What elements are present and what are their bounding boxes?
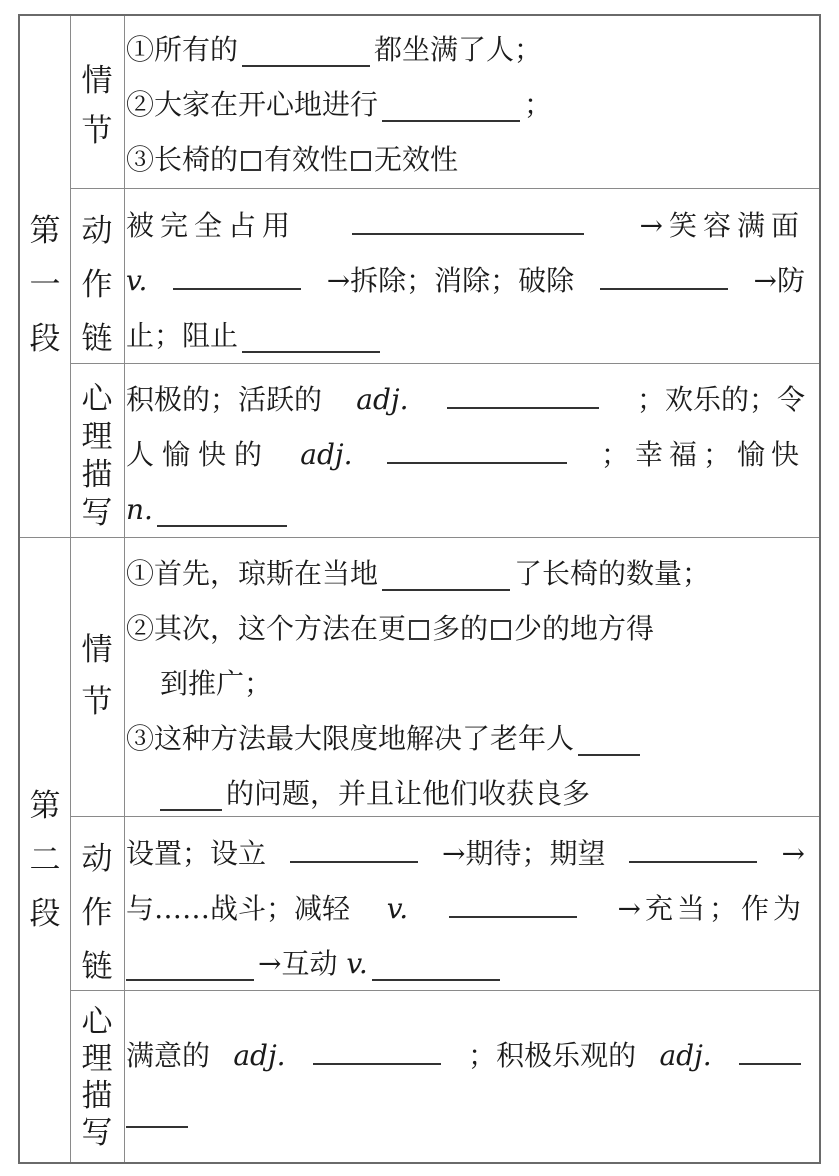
psych-line-3: n. bbox=[126, 482, 805, 537]
answer-blank[interactable] bbox=[126, 1126, 188, 1128]
plot-line-2: ②其次，这个方法在更 多的 少的地方得 bbox=[126, 612, 655, 645]
psych-line-1: 积极的；活跃的 adj. ；欢乐的；令 bbox=[126, 383, 805, 416]
psychology-content bbox=[126, 372, 805, 537]
action-line-2: v. →拆除；消除；破除 →防 bbox=[126, 264, 805, 297]
plot-line-3: ③长椅的 有效性 无效性 bbox=[126, 143, 459, 176]
checkbox[interactable] bbox=[351, 151, 371, 171]
answer-blank[interactable] bbox=[447, 407, 599, 409]
checkbox[interactable] bbox=[409, 620, 429, 640]
action-chain-content bbox=[126, 198, 805, 363]
psychology-content bbox=[126, 1028, 805, 1138]
plot-label: 情 节 bbox=[81, 632, 113, 720]
row-divider bbox=[70, 188, 819, 189]
answer-blank[interactable] bbox=[126, 979, 254, 981]
plot-content bbox=[126, 22, 805, 187]
section-1-label: 第 一 段 bbox=[29, 213, 61, 357]
answer-blank[interactable] bbox=[352, 233, 584, 235]
answer-blank[interactable] bbox=[739, 1063, 801, 1065]
answer-blank[interactable] bbox=[449, 916, 577, 918]
checkbox[interactable] bbox=[491, 620, 511, 640]
psychology-label: 心 理 描 写 bbox=[81, 1004, 113, 1151]
worksheet-table bbox=[18, 14, 821, 1164]
answer-blank[interactable] bbox=[578, 754, 640, 756]
answer-blank[interactable] bbox=[173, 288, 301, 290]
psych-line-1: 满意的 adj. ；积极乐观的 adj. bbox=[126, 1028, 805, 1083]
action-chain-content bbox=[126, 826, 805, 991]
plot-line-3: 到推广； bbox=[160, 667, 273, 700]
answer-blank[interactable] bbox=[372, 979, 500, 981]
answer-blank[interactable] bbox=[313, 1063, 441, 1065]
action-line-3: →互动 v. bbox=[126, 936, 805, 991]
answer-blank[interactable] bbox=[387, 462, 567, 464]
action-line-2: 与……战斗；减轻 v. →充当；作为 bbox=[126, 892, 805, 925]
action-line-1: 被完全占用 →笑容满面 bbox=[126, 209, 805, 242]
answer-blank[interactable] bbox=[290, 861, 418, 863]
answer-blank[interactable] bbox=[160, 809, 222, 811]
plot-line-2: ②大家在开心地进行 ； bbox=[126, 88, 553, 121]
checkbox[interactable] bbox=[241, 151, 261, 171]
answer-blank[interactable] bbox=[382, 589, 510, 591]
psychology-label: 心 理 描 写 bbox=[81, 381, 113, 531]
plot-line-5: 的问题，并且让他们收获良多 bbox=[126, 766, 805, 821]
answer-blank[interactable] bbox=[629, 861, 757, 863]
plot-line-1: ①首先，琼斯在当地 了长椅的数量； bbox=[126, 557, 711, 590]
plot-content bbox=[126, 546, 805, 821]
row-divider bbox=[70, 363, 819, 364]
action-line-1: 设置；设立 →期待；期望 → bbox=[126, 837, 805, 870]
section-2-label: 第 二 段 bbox=[29, 788, 61, 932]
answer-blank[interactable] bbox=[600, 288, 728, 290]
plot-label: 情 节 bbox=[81, 63, 113, 149]
action-line-3: 止；阻止 bbox=[126, 308, 805, 363]
action-chain-label: 动 作 链 bbox=[81, 213, 113, 357]
plot-line-4: ③这种方法最大限度地解决了老年人 bbox=[126, 711, 805, 766]
action-chain-label: 动 作 链 bbox=[81, 841, 113, 985]
answer-blank[interactable] bbox=[382, 120, 520, 122]
answer-blank[interactable] bbox=[242, 65, 370, 67]
psych-line-2 bbox=[126, 1083, 805, 1138]
psych-line-2: 人愉快的 adj. ；幸福；愉快 bbox=[126, 438, 805, 471]
answer-blank[interactable] bbox=[242, 351, 380, 353]
section-divider bbox=[20, 537, 819, 538]
plot-line-1: ①所有的 都坐满了人； bbox=[126, 33, 543, 66]
answer-blank[interactable] bbox=[157, 525, 287, 527]
